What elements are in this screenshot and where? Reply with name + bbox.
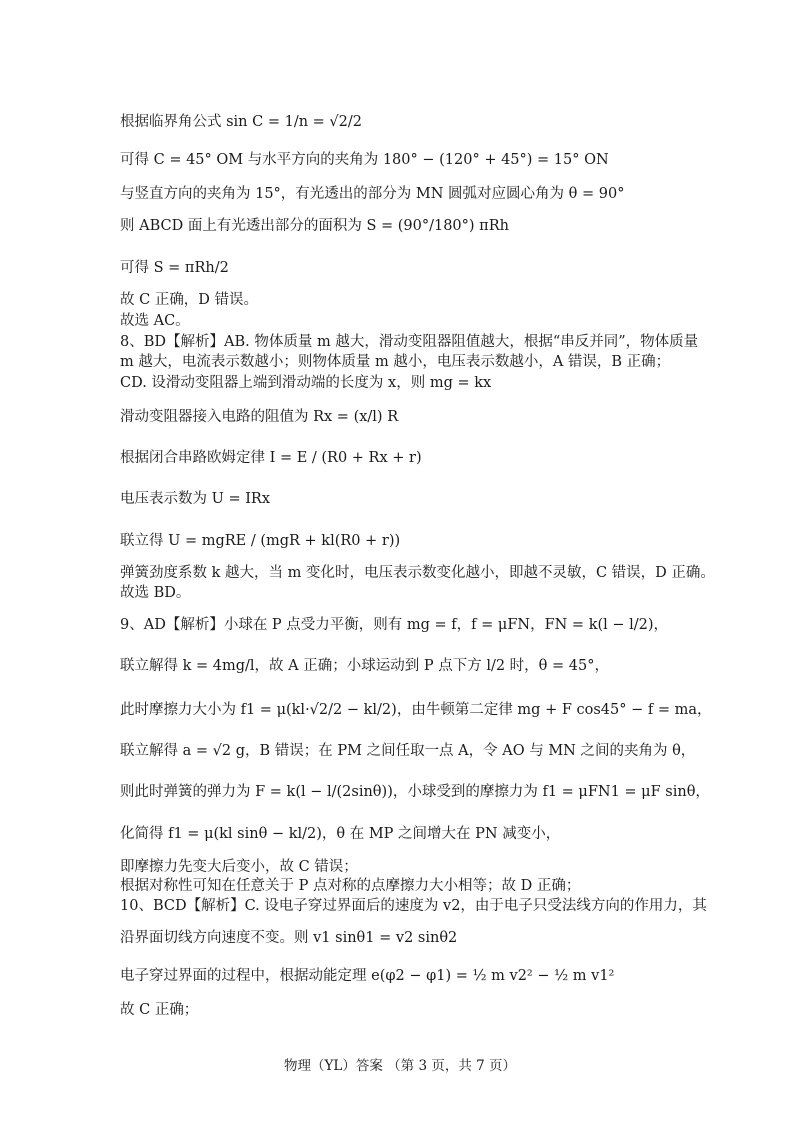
text-line: 联立解得 k = 4mg/l，故 A 正确；小球运动到 P 点下方 l/2 时，θ = 45°， [120, 658, 609, 674]
text-line: 联立得 U = mgRE / (mgR + kl(R0 + r)) [120, 533, 401, 549]
text-line: 10、BCD【解析】C. 设电子穿过界面后的速度为 v2，由于电子只受法线方向的作用力，其 [120, 898, 707, 914]
text-line: 电压表示数为 U = IRx [120, 491, 271, 507]
text-line: 故 C 正确，D 错误。 [120, 292, 259, 308]
text-line: 滑动变阻器接入电路的阻值为 Rx = (x/l) R [120, 409, 399, 425]
text-line: 即摩擦力先变大后变小，故 C 错误； [120, 859, 358, 875]
text-line: 故 C 正确； [120, 1002, 199, 1018]
text-line: m 越大，电流表示数越小；则物体质量 m 越小，电压表示数越小，A 错误，B 正确； [120, 354, 671, 370]
text-line: 与竖直方向的夹角为 15°，有光透出的部分为 MN 圆弧对应圆心角为 θ = 90° [120, 186, 625, 202]
text-line: 弹簧劲度系数 k 越大，当 m 变化时，电压表示数变化越小，即越不灵敏，C 错误，D 正确。 [120, 565, 715, 581]
text-line: 9、AD【解析】小球在 P 点受力平衡，则有 mg = f，f = μFN，FN = k(l − l/2)， [120, 617, 669, 633]
page-footer: 物理（YL）答案 （第 3 页，共 7 页） [283, 1058, 516, 1074]
text-line: 根据对称性可知在任意关于 P 点对称的点摩擦力大小相等；故 D 正确； [120, 878, 581, 894]
text-line: 可得 C = 45° OM 与水平方向的夹角为 180° − (120° + 45°) = 15° ON [120, 152, 609, 168]
text-line: CD. 设滑动变阻器上端到滑动端的长度为 x，则 mg = kx [120, 375, 492, 391]
text-line: 8、BD【解析】AB. 物体质量 m 越大，滑动变阻器阻值越大，根据“串反并同”，物体质量 [120, 334, 699, 350]
text-line: 沿界面切线方向速度不变。则 v1 sinθ1 = v2 sinθ2 [120, 930, 458, 946]
text-line: 联立解得 a = √2 g，B 错误；在 PM 之间任取一点 A，令 AO 与 MN 之间的夹角为 θ， [120, 743, 696, 759]
text-line: 故选 AC。 [120, 313, 190, 329]
text-line: 此时摩擦力大小为 f1 = μ(kl·√2/2 − kl/2)，由牛顿第二定律 mg + F cos45° − f = ma， [120, 702, 712, 718]
text-line: 根据闭合串路欧姆定律 I = E / (R0 + Rx + r) [120, 450, 422, 466]
text-line: 电子穿过界面的过程中，根据动能定理 e(φ2 − φ1) = ½ m v2² − ½ m v1² [120, 968, 615, 984]
text-line: 故选 BD。 [120, 585, 191, 601]
text-line: 则 ABCD 面上有光透出部分的面积为 S = (90°/180°) πRh [120, 218, 509, 234]
text-line: 可得 S = πRh/2 [120, 260, 229, 276]
text-line: 则此时弹簧的弹力为 F = k(l − l/(2sinθ))，小球受到的摩擦力为 f1 = μFN1 = μF sinθ， [120, 784, 710, 800]
text-line: 化简得 f1 = μ(kl sinθ − kl/2)，θ 在 MP 之间增大在 PN 减变小， [120, 826, 561, 842]
text-line: 根据临界角公式 sin C = 1/n = √2/2 [120, 114, 362, 130]
